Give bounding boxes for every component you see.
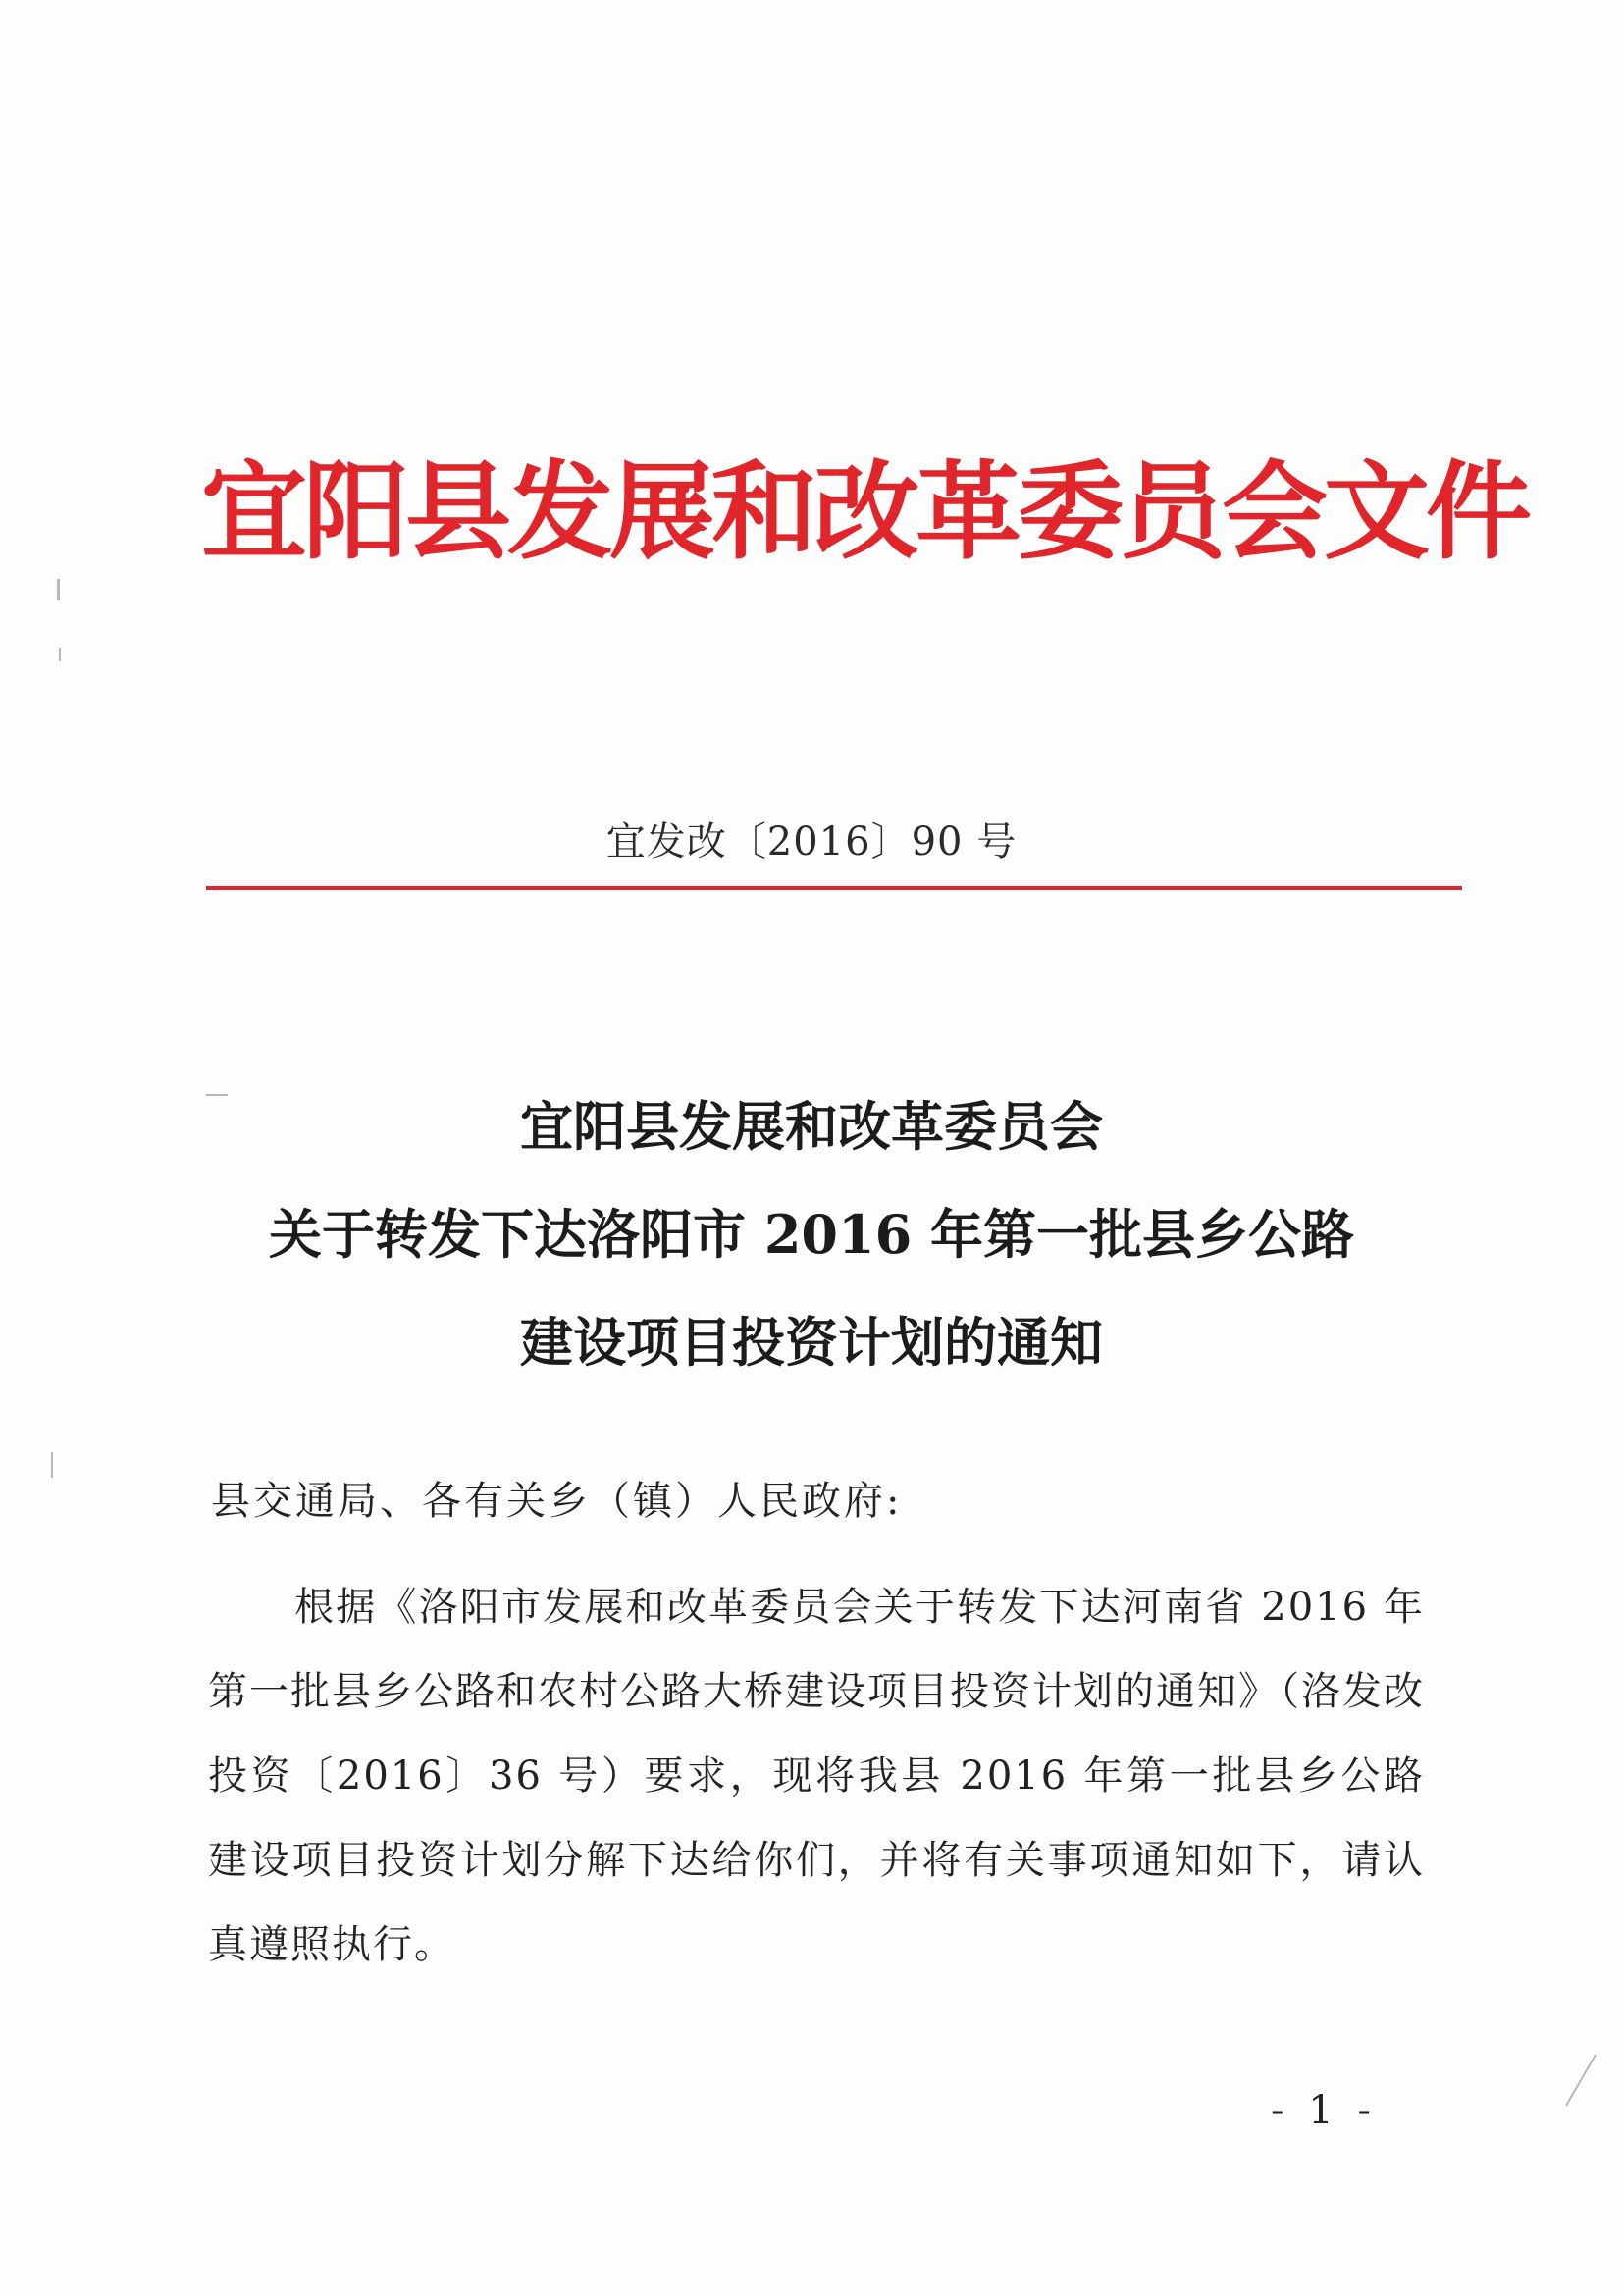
document-title [0,1087,1623,1411]
title-line-2: 关于转发下达洛阳市 2016 年第一批县乡公路 [269,1203,1354,1266]
body-paragraph: 根据《洛阳市发展和改革委员会关于转发下达河南省 2016 年第一批县乡公路和农村公路大桥建设项目投资计划的通知》（洛发改投资〔2016〕36 号）要求，现将我县 2016 年第一批县乡公路建设项目投资计划分解下达给你们，并将有关事项通知如下，请认真遵照执行。 [208,1585,1425,1967]
title-line-1: 宜阳县发展和改革委员会 [520,1095,1103,1158]
salutation: 县交通局、各有关乡（镇）人民政府: [211,1479,903,1524]
scan-mark [206,1094,228,1096]
scan-mark [51,1452,53,1478]
title-line-3: 建设项目投资计划的通知 [520,1311,1103,1374]
scan-mark [59,648,61,661]
agency-header-title: 宜阳县发展和改革委员会文件 [201,450,1529,574]
page-number: - 1 - [1271,2088,1377,2133]
header-divider [206,886,1462,890]
scan-mark [1565,2055,1597,2107]
scan-mark [57,579,60,600]
document-number: 宜发改〔2016〕90 号 [605,819,1018,864]
